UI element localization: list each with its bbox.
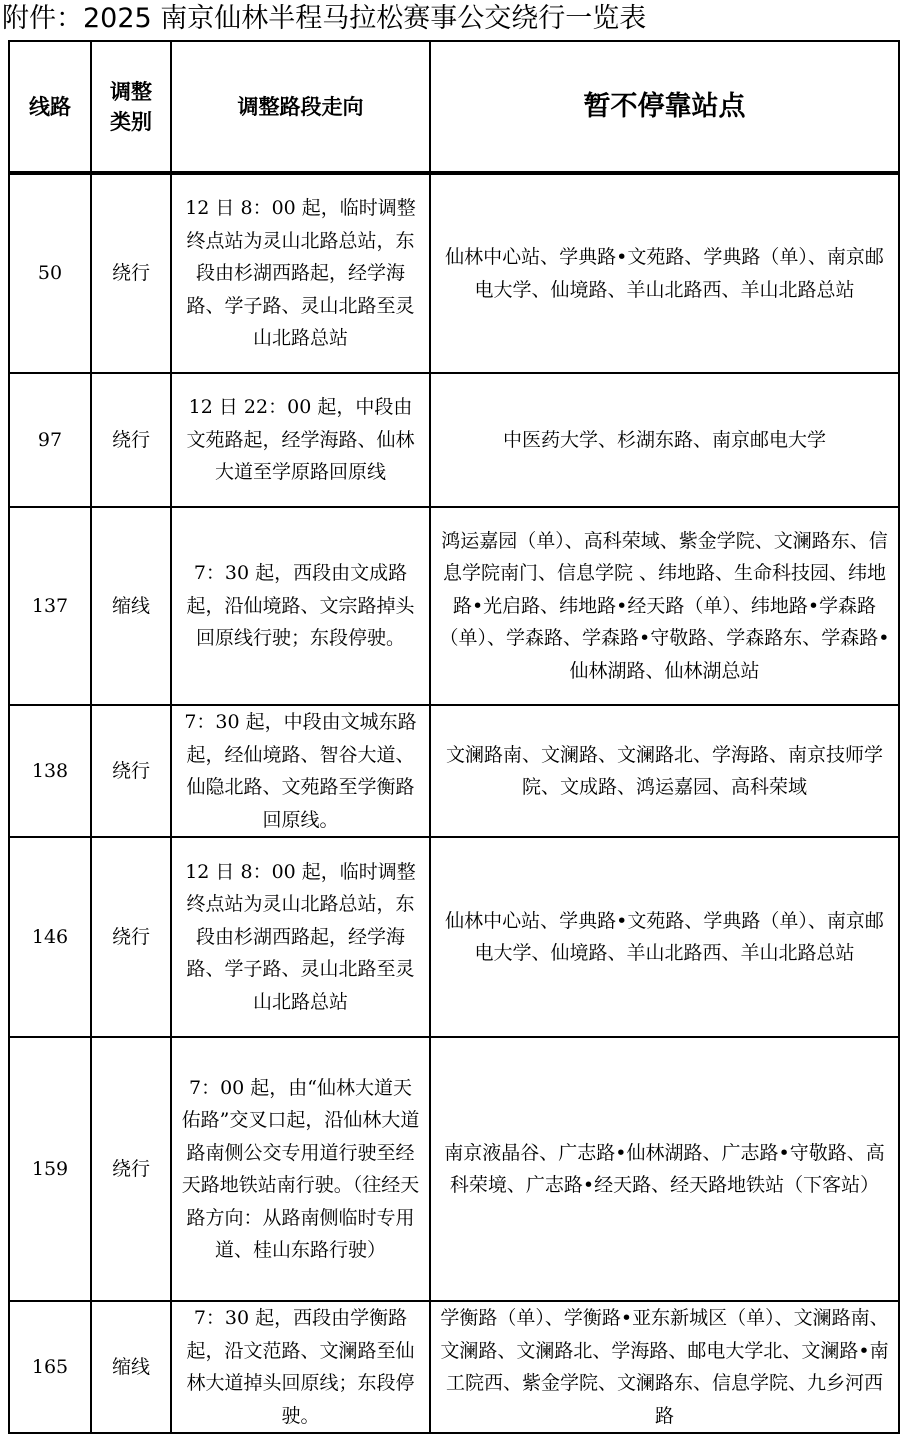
table-row xyxy=(9,373,899,507)
stops-cell: 鸿运嘉园（单）、高科荣域、紫金学院、文澜路东、信息学院南门、信息学院 、纬地路、生命科技园、纬地路•光启路、纬地路•经天路（单）、纬地路•学森路（单）、学森路、学森路•守敬路、学森路东、学森路•仙林湖路、仙林湖总站 xyxy=(430,507,899,705)
line-cell: 146 xyxy=(9,837,91,1037)
table-row xyxy=(9,837,899,1037)
route-cell: 12 日 8：00 起，临时调整终点站为灵山北路总站，东段由杉湖西路起，经学海路、学子路、灵山北路至灵山北路总站 xyxy=(171,837,430,1037)
stops-cell: 仙林中心站、学典路•文苑路、学典路（单）、南京邮电大学、仙境路、羊山北路西、羊山北路总站 xyxy=(430,837,899,1037)
route-cell: 12 日 8：00 起，临时调整终点站为灵山北路总站，东段由杉湖西路起，经学海路、学子路、灵山北路至灵山北路总站 xyxy=(171,173,430,373)
line-cell: 97 xyxy=(9,373,91,507)
page-title: 附件：2025 南京仙林半程马拉松赛事公交绕行一览表 xyxy=(2,3,647,34)
header-line: 线路 xyxy=(9,41,91,173)
stops-cell: 仙林中心站、学典路•文苑路、学典路（单）、南京邮电大学、仙境路、羊山北路西、羊山北路总站 xyxy=(430,173,899,373)
type-cell: 绕行 xyxy=(91,837,171,1037)
stops-cell: 文澜路南、文澜路、文澜路北、学海路、南京技师学院、文成路、鸿运嘉园、高科荣域 xyxy=(430,705,899,837)
stops-cell: 学衡路（单）、学衡路•亚东新城区（单）、文澜路南、文澜路、文澜路北、学海路、邮电大学北、文澜路•南工院西、紫金学院、文澜路东、信息学院、九乡河西路 xyxy=(430,1301,899,1433)
type-cell: 绕行 xyxy=(91,373,171,507)
type-cell: 绕行 xyxy=(91,173,171,373)
header-stops: 暂不停靠站点 xyxy=(430,41,899,173)
line-cell: 50 xyxy=(9,173,91,373)
type-cell: 绕行 xyxy=(91,1037,171,1301)
type-cell: 缩线 xyxy=(91,1301,171,1433)
line-cell: 165 xyxy=(9,1301,91,1433)
table-row xyxy=(9,507,899,705)
header-type: 调整类别 xyxy=(91,41,171,173)
table-row xyxy=(9,1301,899,1433)
table-header-row xyxy=(9,41,899,173)
type-cell: 绕行 xyxy=(91,705,171,837)
route-cell: 7：30 起，中段由文城东路起，经仙境路、智谷大道、仙隐北路、文苑路至学衡路回原线。 xyxy=(171,705,430,837)
route-cell: 7：00 起，由“仙林大道天佑路”交叉口起，沿仙林大道路南侧公交专用道行驶至经天路地铁站南行驶。（往经天路方向：从路南侧临时专用道、桂山东路行驶） xyxy=(171,1037,430,1301)
line-cell: 138 xyxy=(9,705,91,837)
route-cell: 7：30 起，西段由学衡路起，沿文范路、文澜路至仙林大道掉头回原线；东段停驶。 xyxy=(171,1301,430,1433)
line-cell: 159 xyxy=(9,1037,91,1301)
table-row xyxy=(9,705,899,837)
table-row xyxy=(9,1037,899,1301)
bus-detour-table xyxy=(8,40,900,1434)
type-cell: 缩线 xyxy=(91,507,171,705)
stops-cell: 南京液晶谷、广志路•仙林湖路、广志路•守敬路、高科荣境、广志路•经天路、经天路地铁站（下客站） xyxy=(430,1037,899,1301)
route-cell: 12 日 22：00 起，中段由文苑路起，经学海路、仙林大道至学原路回原线 xyxy=(171,373,430,507)
route-cell: 7：30 起，西段由文成路起，沿仙境路、文宗路掉头回原线行驶；东段停驶。 xyxy=(171,507,430,705)
stops-cell: 中医药大学、杉湖东路、南京邮电大学 xyxy=(430,373,899,507)
table-row xyxy=(9,173,899,373)
line-cell: 137 xyxy=(9,507,91,705)
header-route: 调整路段走向 xyxy=(171,41,430,173)
